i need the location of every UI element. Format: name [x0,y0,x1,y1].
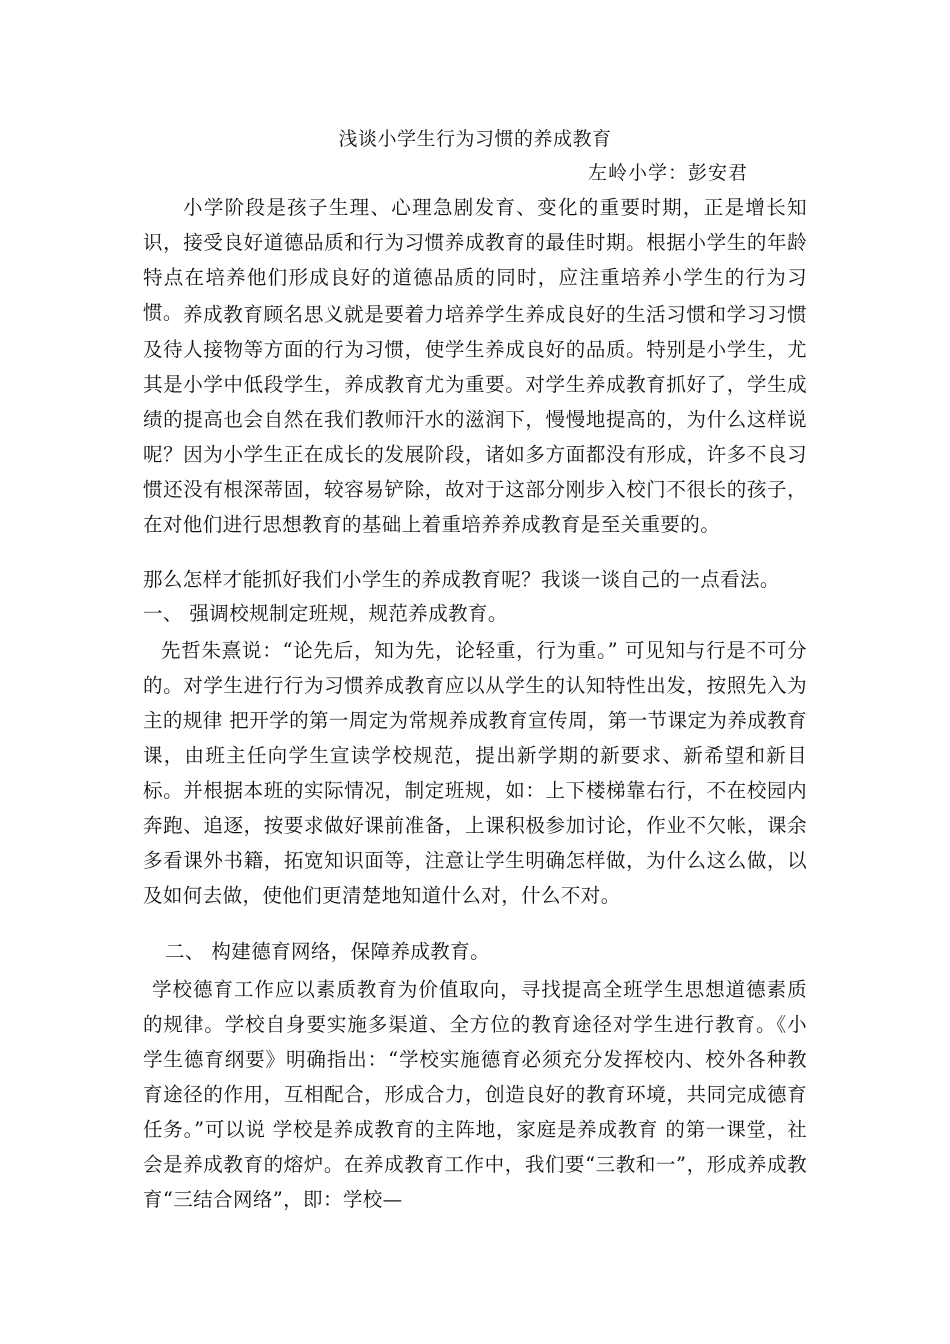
paragraph-question: 那么怎样才能抓好我们小学生的养成教育呢？我谈一谈自己的一点看法。 [143,568,780,591]
paragraph-intro: 小学阶段是孩子生理、心理急剧发育、变化的重要时期，正是增长知识，接受良好道德品质和行为习惯养成教育的最佳时期。根据小学生的年龄特点在培养他们形成良好的道德品质的同时，应注重培养小学生的行为习惯。 [143,196,807,324]
section-heading-2: 二、 构建德育网络，保障养成教育。 [165,940,490,963]
paragraph-section-2: 学校德育工作应以素质教育为价值取向，寻找提高全班学生思想道德素质的规律。学校自身要实施多渠道、全方位的教育途径对学生进行教育。《小学生德育纲要》明确指出：“学校实施德育必须充分发挥校内、校外各种教育途径的作用，互相配合，形成合力，创造良好的教育环境，共同完成德育任务。”可以说 学校是养成教育的主阵地，家庭是养成教育 的第一课堂，社会是养成教育的熔炉。在养成教育工作中，我们要“三教和一”，形成养成教育“三结合网络”，即：学校— [143,978,807,1211]
paragraph-section-1: 先哲朱熹说：“论先后，知为先，论轻重，行为重。” 可见知与行是不可分的。对学生进行行为习惯养成教育应以从学生的认知特性出发，按照先入为主的规律 把开学的第一周定为常规养成教育宣传周，第一节课定为养成教育课，由班主任向学生宣读学校规范，提出新学期的新要求、新希望和新目标。并根据本班的实际情况，制定班规，如：上下楼梯靠右行，不在校园内奔跑、追逐，按要求做好课前准备，上课积极参加讨论，作业不欠帐，课余多看课外书籍，拓宽知识面等，注意让学生明确怎样做，为什么这么做，以及如何去做，使他们更清楚地知道什么对，什么不对。 [143,639,807,907]
section-heading-1: 一、 强调校规制定班规，规范养成教育。 [143,602,508,625]
document-title: 浅谈小学生行为习惯的养成教育 [338,128,612,150]
paragraph-definition: 养成教育顾名思义就是要着力培养学生养成良好的生活习惯和学习习惯及待人接物等方面的行为习惯，使学生养成良好的品质。特别是小学生，尤其是小学中低段学生，养成教育尤为重要。对学生养成教育抓好了，学生成绩的提高也会自然在我们教师汗水的滋润下，慢慢地提高的，为什么这样说呢？因为小学生正在成长的发展阶段，诸如多方面都没有形成，许多不良习惯还没有根深蒂固，较容易铲除，故对于这部分刚步入校门不很长的孩子，在对他们进行思想教育的基础上着重培养养成教育是至关重要的。 [143,303,807,536]
author-line: 左岭小学：彭安君 [588,162,749,184]
